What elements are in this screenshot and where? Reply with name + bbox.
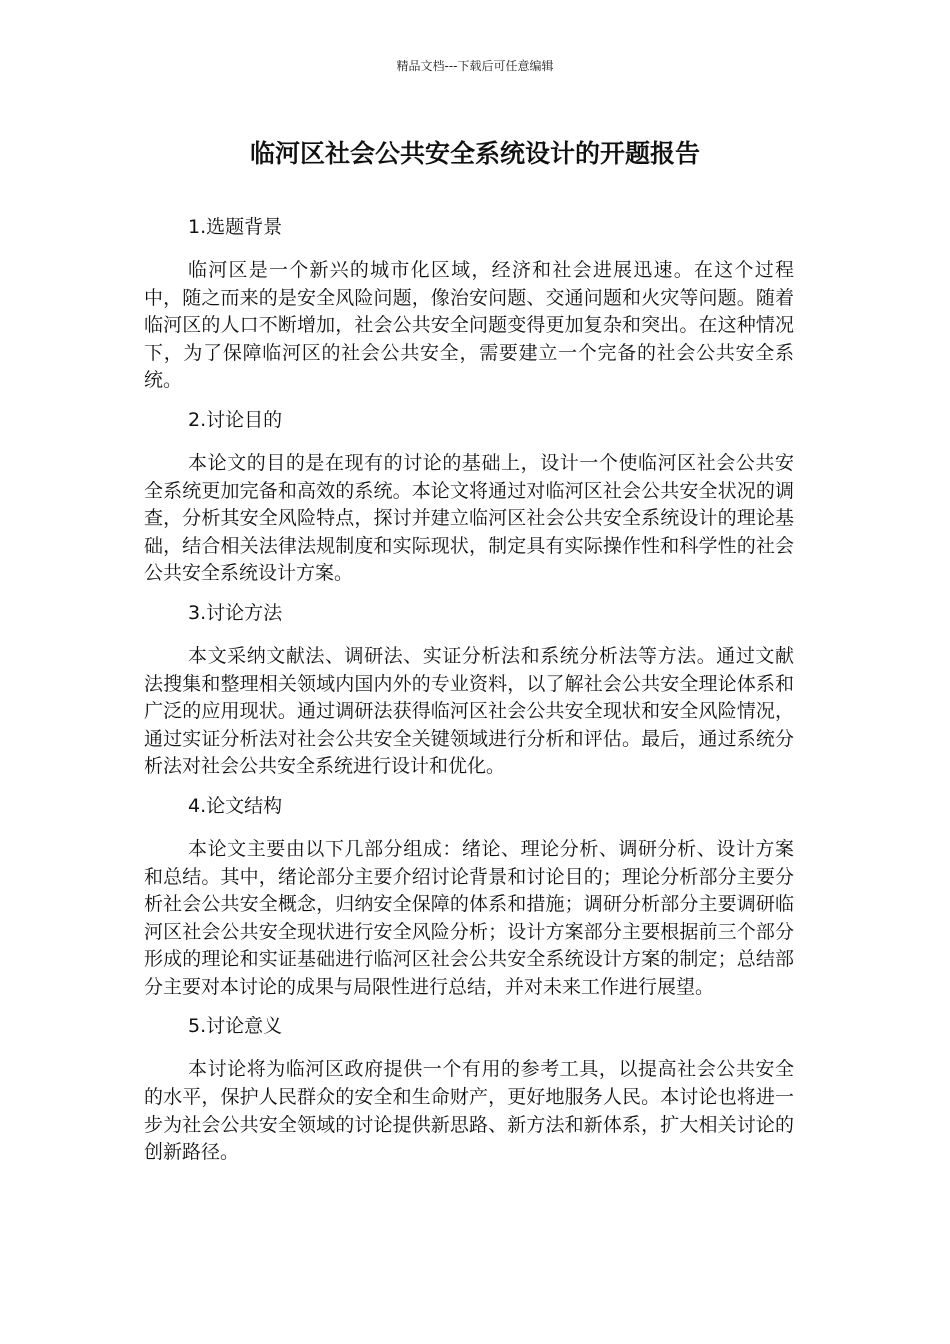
page-header: 精品文档---下载后可任意编辑 [396,59,554,73]
section-paragraph: 临河区是一个新兴的城市化区域，经济和社会进展迅速。在这个过程中，随之而来的是安全风险问题，像治安问题、交通问题和火灾等问题。随着临河区的人口不断增加，社会公共安全问题变得更加复杂和突出。在这种情况下，为了保障临河区的社会公共安全，需要建立一个完备的社会公共安全系统。 [144,259,794,392]
section-heading: 4.论文结构 [188,794,283,817]
document-title: 临河区社会公共安全系统设计的开题报告 [249,139,700,168]
section-paragraph: 本论文的目的是在现有的讨论的基础上，设计一个使临河区社会公共安全系统更加完备和高效的系统。本论文将通过对临河区社会公共安全状况的调查，分析其安全风险特点，探讨并建立临河区社会公共安全系统设计的理论基础，结合相关法律法规制度和实际现状，制定具有实际操作性和科学性的社会公共安全系统设计方案。 [144,451,794,585]
section-paragraph: 本讨论将为临河区政府提供一个有用的参考工具，以提高社会公共安全的水平，保护人民群众的安全和生命财产，更好地服务人民。本讨论也将进一步为社会公共安全领域的讨论提供新思路、新方法和新体系，扩大相关讨论的创新路径。 [144,1058,794,1164]
section-purpose [144,405,794,588]
section-significance [144,1011,794,1166]
section-structure [144,791,794,1002]
document-body [144,212,794,1177]
section-paragraph: 本论文主要由以下几部分组成：绪论、理论分析、调研分析、设计方案和总结。其中，绪论部分主要介绍讨论背景和讨论目的；理论分析部分主要分析社会公共安全概念，归纳安全保障的体系和措施；调研分析部分主要调研临河区社会公共安全现状进行安全风险分析；设计方案部分主要根据前三个部分形成的理论和实证基础进行临河区社会公共安全系统设计方案的制定；总结部分主要对本讨论的成果与局限性进行总结，并对未来工作进行展望。 [144,837,794,998]
section-paragraph: 本文采纳文献法、调研法、实证分析法和系统分析法等方法。通过文献法搜集和整理相关领域内国内外的专业资料，以了解社会公共安全理论体系和广泛的应用现状。通过调研法获得临河区社会公共安全现状和安全风险情况，通过实证分析法对社会公共安全关键领域进行分析和评估。最后，通过系统分析法对社会公共安全系统进行设计和优化。 [144,644,794,778]
section-heading: 1.选题背景 [188,216,283,238]
section-heading: 3.讨论方法 [188,601,283,624]
section-heading: 2.讨论目的 [188,408,283,431]
section-background [144,212,794,395]
section-heading: 5.讨论意义 [188,1015,283,1038]
section-method [144,598,794,781]
